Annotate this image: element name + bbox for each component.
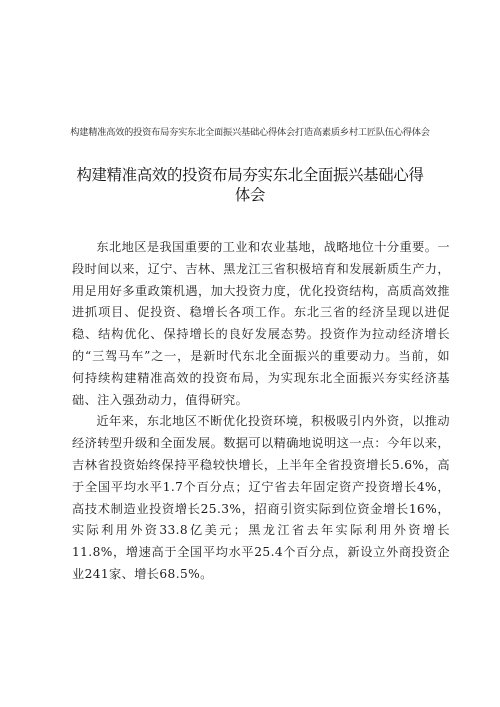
paragraph: 东北地区是我国重要的工业和农业基地，战略地位十分重要。一段时间以来，辽宁、吉林、黑龙江三省积极培育和发展新质生产力，用足用好多重政策机遇，加大投资力度，优化投资结构，高质高效推进抓项目、促投资、稳增长各项工作。东北三省的经济呈现以进促稳、结构优化、保持增长的良好发展态势。投资作为拉动经济增长的“三驾马车”之一，是新时代东北全面振兴的重要动力。当前，如何持续构建精准高效的投资布局，为实现东北全面振兴夯实经济基础、注入强劲动力，值得研究。	[72, 240, 450, 407]
document-title: 构建精准高效的投资布局夯实东北全面振兴基础心得体会	[76, 166, 424, 204]
paragraph: 近年来，东北地区不断优化投资环境，积极吸引内外资，以推动经济转型升级和全面发展。数据可以精确地说明这一点：今年以来，吉林省投资始终保持平稳较快增长，上半年全省投资增长5.6%，高于全国平均水平1.7个百分点；辽宁省去年固定资产投资增长4%，高技术制造业投资增长25.3%，招商引资实际到位资金增长16%，实际利用外资33.8亿美元；黑龙江省去年实际利用外资增长11.8%，增速高于全国平均水平25.4个百分点，新设立外商投资企业241家、增长68.5%。	[72, 414, 450, 581]
document-body	[72, 237, 450, 586]
running-header: 构建精准高效的投资布局夯实东北全面振兴基础心得体会打造高素质乡村工匠队伍心得体会	[70, 127, 430, 138]
